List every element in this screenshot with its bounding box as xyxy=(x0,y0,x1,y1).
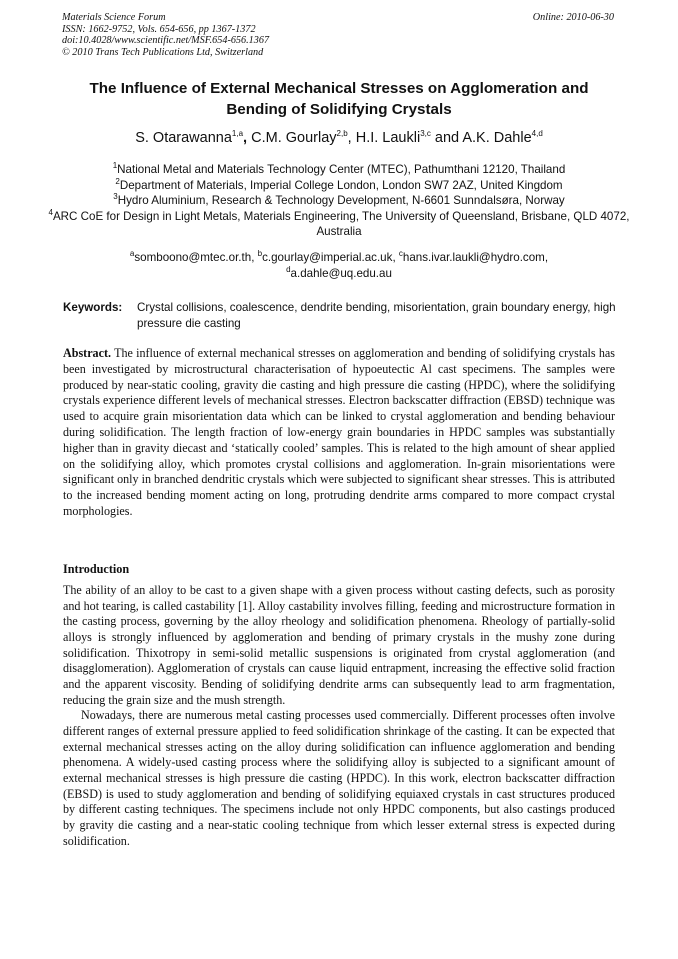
email[interactable]: $^a$somboono@mtec.or.th xyxy=(129,249,252,264)
email[interactable]: $^c$hans.ivar.laukli@hydro.com xyxy=(398,249,545,264)
section-heading-introduction: Introduction xyxy=(63,562,130,576)
doi-line: doi:10.4028/www.scientific.net/MSF.654-656.1367 xyxy=(62,35,270,47)
author: S. Otarawanna$^{1,a}$, xyxy=(135,129,248,146)
keywords-block xyxy=(63,300,623,331)
keywords-label: Keywords: xyxy=(63,301,123,314)
paragraph: Nowadays, there are numerous metal casting processes used commercially. Different processes often involve different ranges of external pressure applied to feed solidification shrinkage of the casting. It can be expected that external mechanical stresses acting on the alloy during solidification can influence agglomeration and bending phenomena. A widely-used casting process where the solidifying alloy is subjected to a significant amount of external mechanical stresses is high pressure die casting (HPDC). In this work, electron backscatter diffraction (EBSD) is used to study agglomeration and bending of solidifying equiaxed crystals in cast structures produced by different casting techniques. The specimens include not only HPDC components, but also castings produced by gravity die casting and a near-static cooling technique from which lesser external stress is expected during solidification. xyxy=(63,708,615,848)
affiliations xyxy=(40,162,638,240)
email[interactable]: $^b$c.gourlay@imperial.ac.uk xyxy=(257,249,393,264)
keywords-text: Crystal collisions, coalescence, dendrite bending, misorientation, grain boundary energy, high pressure die casting xyxy=(137,301,616,330)
author: C.M. Gourlay$^{2,b}$, xyxy=(251,129,352,146)
introduction-body xyxy=(63,583,615,849)
journal-name: Materials Science Forum xyxy=(62,12,166,23)
abstract-label: Abstract. xyxy=(63,346,112,360)
abstract-text: The influence of external mechanical stresses on agglomeration and bending of solidifying crystals has been investigated by microstructural characterisation of hypoeutectic Al cast specimens. The samples were produced by near-static cooling, gravity die casting and high pressure die casting (HPDC), where the solidifying crystals experience different levels of mechanical stresses. Electron backscatter diffraction (EBSD) technique was used to acquire grain misorientation data which can be linked to crystal agglomeration and bending behaviour during solidification. The length fraction of low-energy grain boundaries in HPDC samples was substantially higher than in gravity diecast and ‘statically cooled’ samples. This is related to the high amount of shear applied on the solidifying alloy, which promotes crystal collisions and agglomeration. In-grain misorientations were significant only in branched dendritic crystals which were subjected to significant shear stresses. This is attributed to the increased bending moment acting on long, protruding dendrite arms compared to more compact crystal morphologies. xyxy=(63,346,615,518)
affiliation: $^1$National Metal and Materials Technology Center (MTEC), Pathumthani 12120, Thailand xyxy=(112,161,566,176)
affiliation: $^3$Hydro Aluminium, Research & Technology Development, N-6601 Sunndalsøra, Norway xyxy=(113,192,565,208)
issn-line: ISSN: 1662-9752, Vols. 654-656, pp 1367-1372 xyxy=(62,23,256,35)
online-date: Online: 2010-06-30 xyxy=(532,12,614,23)
paper-title: The Influence of External Mechanical Stresses on Agglomeration and Bending of Solidifying Crystals xyxy=(89,80,589,118)
author-list xyxy=(40,128,638,148)
affiliation: $^4$ARC CoE for Design in Light Metals, Materials Engineering, The University of Queensland, Brisbane, QLD 4072, Australia xyxy=(48,207,630,239)
copyright-line: © 2010 Trans Tech Publications Ltd, Switzerland xyxy=(62,46,264,58)
email[interactable]: $^d$a.dahle@uq.edu.au xyxy=(286,264,392,280)
abstract xyxy=(63,346,615,520)
journal-header xyxy=(62,12,269,58)
affiliation: $^2$Department of Materials, Imperial College London, London SW7 2AZ, United Kingdom xyxy=(115,176,563,192)
email-list: $^a$somboono@mtec.or.th, $^b$c.gourlay@imperial.ac.uk, $^c$hans.ivar.laukli@hydro.com, $^d$a.dahle@uq.edu.au xyxy=(129,249,549,280)
author: H.I. Laukli$^{3,c}$ and xyxy=(355,129,460,146)
paragraph: The ability of an alloy to be cast to a given shape with a given process without casting defects, such as porosity and hot tearing, is called castability [1]. Alloy castability involves filling, feeding and microstructure formation in the casting process, governing by the alloy rheology and solidification phenomena. Rheology of partially-solid alloys is strongly influenced by agglomeration and bending of primary crystals in the mushy zone during solidification. Thixotropy in semi-solid metallic suspensions is originated from crystal agglomeration (and disagglomeration). Agglomeration of crystals can cause liquid entrapment, increasing the effective solid fraction and the apparent viscosity. Bending of solidifying dendrite arms can subsequently lead to arm fragmentation, reducing the grain size and the mush strength. xyxy=(63,583,615,707)
author: A.K. Dahle$^{4,d}$ xyxy=(462,129,543,146)
